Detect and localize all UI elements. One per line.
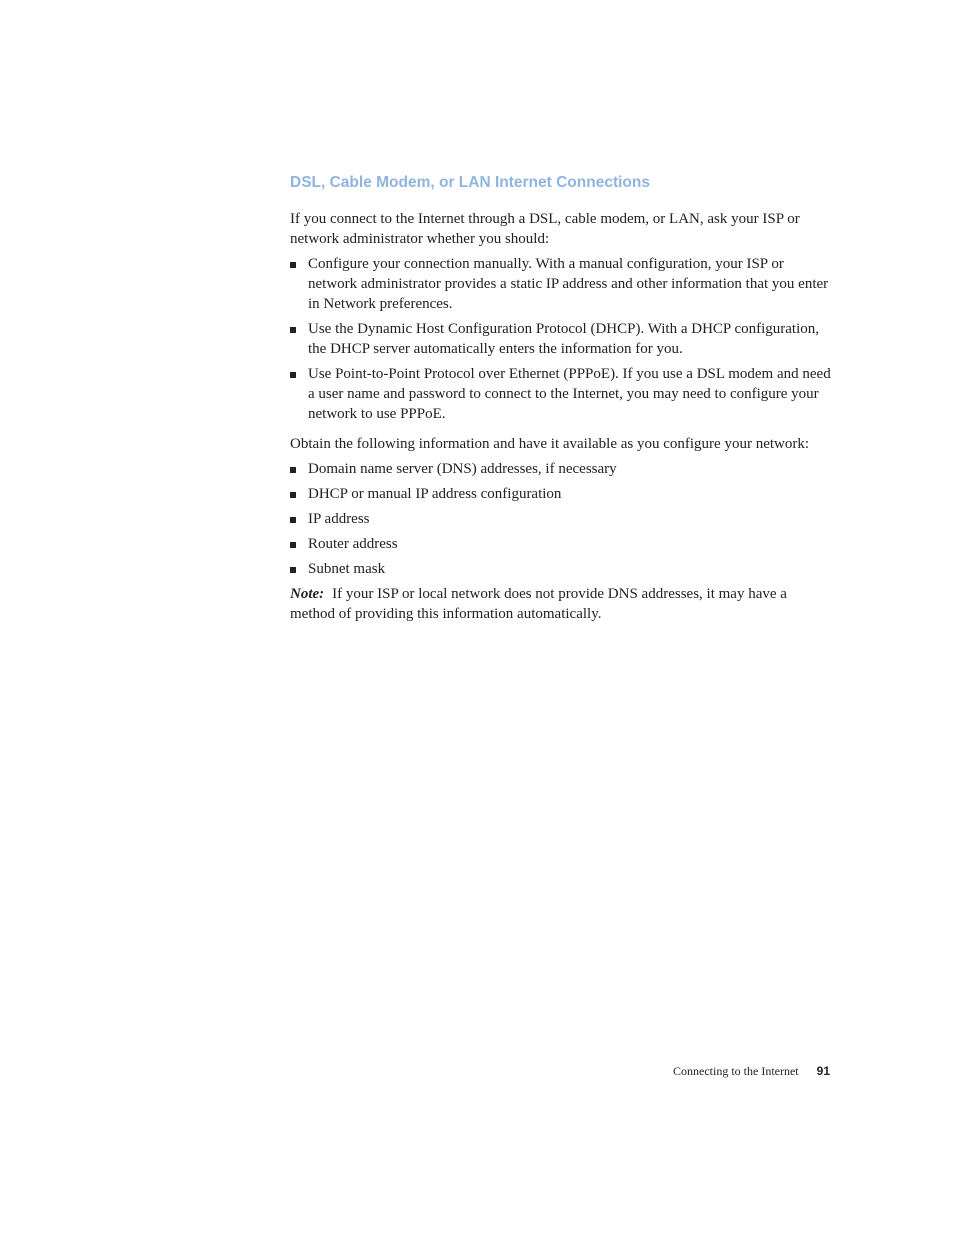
list-item-text: DHCP or manual IP address configuration bbox=[308, 486, 562, 502]
list-item bbox=[290, 534, 835, 554]
list-item-text: Router address bbox=[308, 536, 398, 552]
section-heading: DSL, Cable Modem, or LAN Internet Connections bbox=[290, 174, 650, 191]
square-bullet-icon bbox=[290, 542, 296, 548]
note-text: If your ISP or local network does not provide DNS addresses, it may have a method of providing this information automatically. bbox=[290, 586, 787, 622]
list-item-text: Configure your connection manually. With a manual configuration, your ISP or network administrator provides a static IP address and other information that you enter in Network preferences. bbox=[308, 256, 829, 312]
list-item-text: Use the Dynamic Host Configuration Protocol (DHCP). With a DHCP configuration, the DHCP server automatically enters the information for you. bbox=[308, 321, 820, 357]
connection-options-list bbox=[290, 254, 835, 424]
list-item-text: IP address bbox=[308, 511, 370, 527]
note-label: Note: bbox=[290, 586, 325, 602]
square-bullet-icon bbox=[290, 517, 296, 523]
square-bullet-icon bbox=[290, 567, 296, 573]
required-info-list bbox=[290, 459, 835, 579]
list-item-text: Subnet mask bbox=[308, 561, 386, 577]
square-bullet-icon bbox=[290, 372, 296, 378]
square-bullet-icon bbox=[290, 327, 296, 333]
square-bullet-icon bbox=[290, 262, 296, 268]
page-footer bbox=[673, 1063, 830, 1079]
list-item-text: Use Point-to-Point Protocol over Ethernet (PPPoE). If you use a DSL modem and need a user name and password to connect to the Internet, you may need to configure your network to use PPPoE. bbox=[308, 366, 831, 422]
page-number: 91 bbox=[816, 1064, 830, 1078]
list-item bbox=[290, 559, 835, 579]
square-bullet-icon bbox=[290, 492, 296, 498]
list-item bbox=[290, 459, 835, 479]
list-item-text: Domain name server (DNS) addresses, if necessary bbox=[308, 461, 617, 477]
intro-paragraph: If you connect to the Internet through a DSL, cable modem, or LAN, ask your ISP or network administrator whether you should: bbox=[290, 211, 800, 247]
list-item bbox=[290, 364, 835, 424]
page-content bbox=[290, 170, 835, 624]
square-bullet-icon bbox=[290, 467, 296, 473]
obtain-paragraph: Obtain the following information and have it available as you configure your network: bbox=[290, 436, 810, 452]
note-paragraph bbox=[290, 584, 835, 624]
list-item bbox=[290, 254, 835, 314]
list-item bbox=[290, 509, 835, 529]
chapter-title: Connecting to the Internet bbox=[673, 1064, 799, 1078]
list-item bbox=[290, 484, 835, 504]
list-item bbox=[290, 319, 835, 359]
